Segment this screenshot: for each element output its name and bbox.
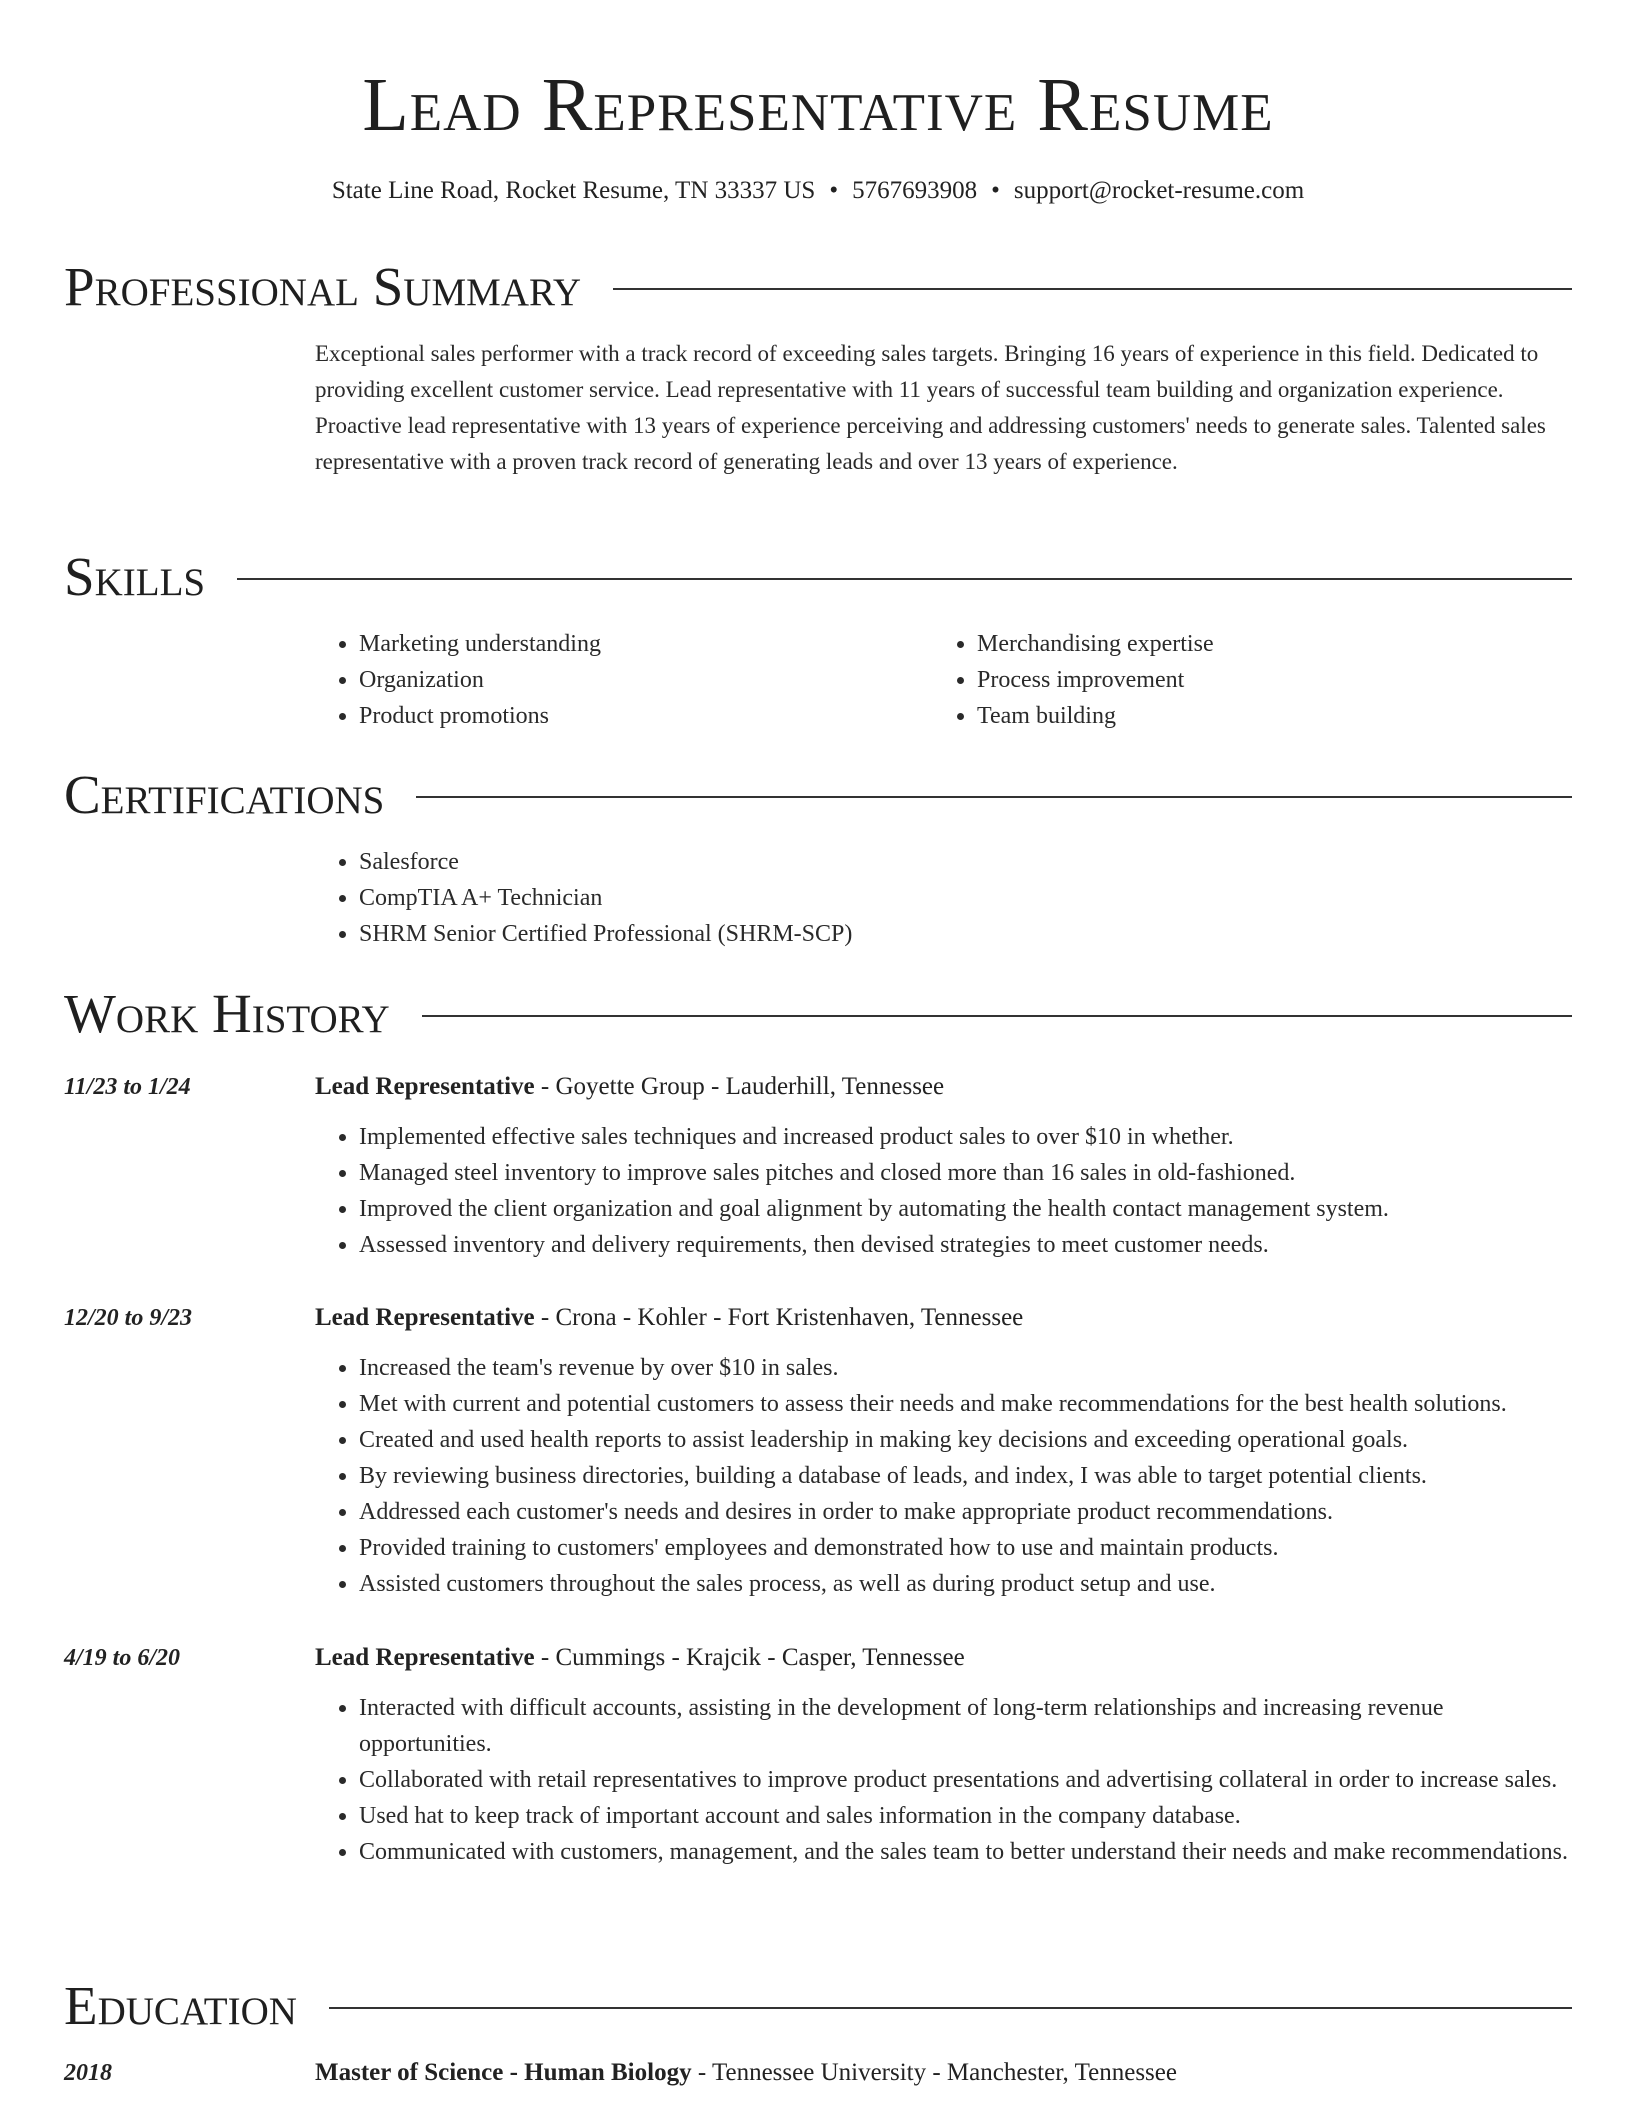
education-year: 2018 — [64, 2060, 112, 2086]
job-bullet: • Provided training to customers' employees and demonstrated how to use and maintain products. — [359, 1530, 1572, 1566]
skills-column-left — [315, 626, 933, 734]
job-bullet: • Addressed each customer's needs and desires in order to make appropriate product recommendations. — [359, 1494, 1572, 1530]
certification-item: • SHRM Senior Certified Professional (SHRM-SCP) — [359, 916, 1572, 952]
skill-item: • Product promotions — [359, 698, 933, 734]
skills-heading: Skills — [64, 546, 206, 607]
job-bullet: • Collaborated with retail representatives to improve product presentations and advertising collateral in order to increase sales. — [359, 1762, 1572, 1798]
job-bullet: • Assessed inventory and delivery requirements, then devised strategies to meet customer needs. — [359, 1227, 1572, 1263]
job-bullet: • Communicated with customers, management, and the sales team to better understand their needs and make recommendations. — [359, 1834, 1572, 1870]
summary-header — [64, 256, 1572, 318]
summary-text: Exceptional sales performer with a track record of exceeding sales targets. Bringing 16 years of experience in this field. Dedicated to providing excellent customer service. Lead representative with 11 years of successful team building and organization experience. Proactive lead representative with 13 years of experience perceiving and addressing customers' needs to generate sales. Talented sales representative with a proven track record of generating leads and over 13 years of experience. — [315, 341, 1546, 474]
education-section — [64, 1975, 1572, 2086]
job-dates: 12/20 to 9/23 — [64, 1305, 193, 1331]
skill-item: • Marketing understanding — [359, 626, 933, 662]
job-employer: - Goyette Group - Lauderhill, Tennessee — [534, 1073, 945, 1100]
summary-heading: Professional Summary — [64, 256, 582, 317]
job-bullet: • Met with current and potential customers to assess their needs and make recommendations for the best health solutions. — [359, 1386, 1572, 1422]
work-history-header — [64, 983, 1572, 1045]
contact-phone: 5767693908 — [852, 177, 978, 204]
contact-separator: • — [829, 177, 839, 204]
section-divider — [329, 2007, 1572, 2009]
certifications-section — [64, 764, 1572, 947]
section-divider — [613, 288, 1572, 290]
education-header — [64, 1975, 1572, 2037]
job-role: Lead Representative — [315, 1644, 535, 1671]
job-bullets — [315, 1350, 1572, 1602]
skill-item: • Merchandising expertise — [977, 626, 1551, 662]
job-bullet: • Created and used health reports to assist leadership in making key decisions and exceeding operational goals. — [359, 1422, 1572, 1458]
job-bullet: • By reviewing business directories, building a database of leads, and index, I was able to target potential clients. — [359, 1458, 1572, 1494]
job-bullet: • Managed steel inventory to improve sales pitches and closed more than 16 sales in old-fashioned. — [359, 1155, 1572, 1191]
job-bullet: • Used hat to keep track of important account and sales information in the company database. — [359, 1798, 1572, 1834]
contact-line — [64, 174, 1572, 208]
skill-item: • Process improvement — [977, 662, 1551, 698]
resume-title: Lead Representative Resume — [362, 63, 1274, 147]
job-bullet: • Increased the team's revenue by over $10 in sales. — [359, 1350, 1572, 1386]
job-dates: 11/23 to 1/24 — [64, 1074, 191, 1100]
skills-list — [315, 626, 1572, 734]
education-heading-line — [315, 2055, 1177, 2091]
education-degree: Master of Science - Human Biology — [315, 2059, 692, 2086]
job-employer: - Cummings - Krajcik - Casper, Tennessee — [534, 1644, 965, 1671]
section-divider — [416, 796, 1572, 798]
certifications-list — [315, 844, 1572, 952]
skill-item: • Team building — [977, 698, 1551, 734]
job-heading — [315, 1300, 1023, 1336]
contact-address: State Line Road, Rocket Resume, TN 33337 US — [331, 177, 816, 204]
job-bullet: • Improved the client organization and goal alignment by automating the health contact management system. — [359, 1191, 1572, 1227]
certification-item: • Salesforce — [359, 844, 1572, 880]
section-divider — [422, 1015, 1572, 1017]
job-role: Lead Representative — [315, 1304, 535, 1331]
job-heading — [315, 1640, 965, 1676]
job-dates: 4/19 to 6/20 — [64, 1645, 181, 1671]
job-role: Lead Representative — [315, 1073, 535, 1100]
job-bullet: • Implemented effective sales techniques and increased product sales to over $10 in whether. — [359, 1119, 1572, 1155]
summary-section — [64, 256, 1572, 474]
job-bullets — [315, 1119, 1572, 1263]
skills-column-right — [933, 626, 1551, 734]
job-bullets — [315, 1690, 1572, 1870]
contact-separator: • — [991, 177, 1000, 204]
work-history-section — [64, 983, 1572, 1865]
section-divider — [237, 578, 1572, 580]
certifications-header — [64, 764, 1572, 826]
job-bullet: • Assisted customers throughout the sales process, as well as during product setup and use. — [359, 1566, 1572, 1602]
skills-header — [64, 546, 1572, 608]
work-history-heading: Work History — [64, 983, 390, 1044]
education-school: - Tennessee University - Manchester, Tennessee — [691, 2059, 1177, 2086]
contact-email: support@rocket-resume.com — [1013, 177, 1305, 204]
job-bullet: • Interacted with difficult accounts, assisting in the development of long-term relationships and increasing revenue opportunities. — [359, 1690, 1572, 1762]
job-employer: - Crona - Kohler - Fort Kristenhaven, Tennessee — [534, 1304, 1024, 1331]
skill-item: • Organization — [359, 662, 933, 698]
certification-item: • CompTIA A+ Technician — [359, 880, 1572, 916]
job-heading — [315, 1069, 944, 1105]
education-heading: Education — [64, 1975, 297, 2036]
skills-section — [64, 546, 1572, 729]
certifications-heading: Certifications — [64, 764, 385, 825]
